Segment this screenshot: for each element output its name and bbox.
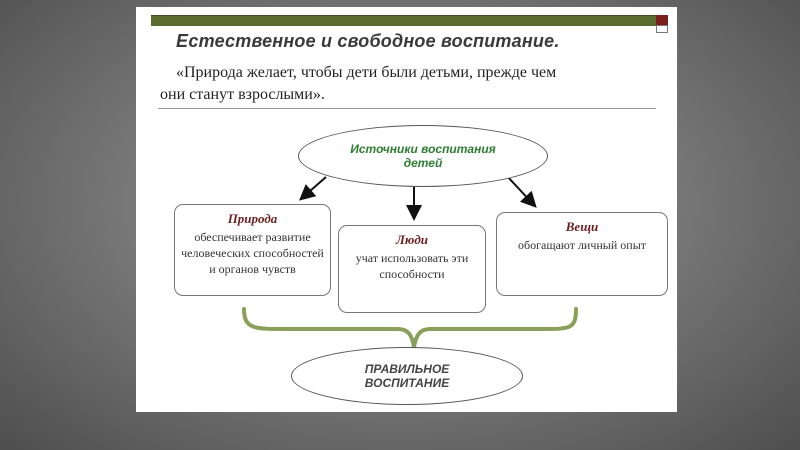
node-people	[338, 225, 486, 313]
center-node-line-2: детей	[403, 156, 443, 170]
node-people-title: Люди	[395, 232, 429, 247]
result-node	[291, 347, 523, 405]
slide	[136, 7, 677, 412]
node-things-title: Вещи	[565, 219, 599, 234]
node-things	[496, 212, 668, 296]
node-nature-text: обеспечивает развитие человеческих способностей и органов чувств	[181, 230, 324, 276]
result-node-line-1: ПРАВИЛЬНОЕ	[364, 362, 450, 376]
arrow-right	[506, 175, 534, 205]
node-people-text: учат использовать эти способности	[355, 251, 469, 281]
node-things-text: обогащают личный опыт	[517, 238, 647, 252]
quote-line-2: они станут взрослыми».	[160, 86, 325, 103]
quote-line-1: «Природа желает, чтобы дети были детьми, прежде чем	[176, 64, 557, 81]
result-node-line-2: ВОСПИТАНИЕ	[364, 376, 450, 390]
arrow-left	[302, 177, 326, 198]
brace	[244, 309, 576, 347]
center-node-line-1: Источники воспитания	[350, 142, 496, 156]
node-nature	[174, 204, 331, 296]
slide-title: Естественное и свободное воспитание.	[176, 31, 560, 51]
node-nature-title: Природа	[227, 211, 278, 226]
center-node	[298, 125, 548, 187]
